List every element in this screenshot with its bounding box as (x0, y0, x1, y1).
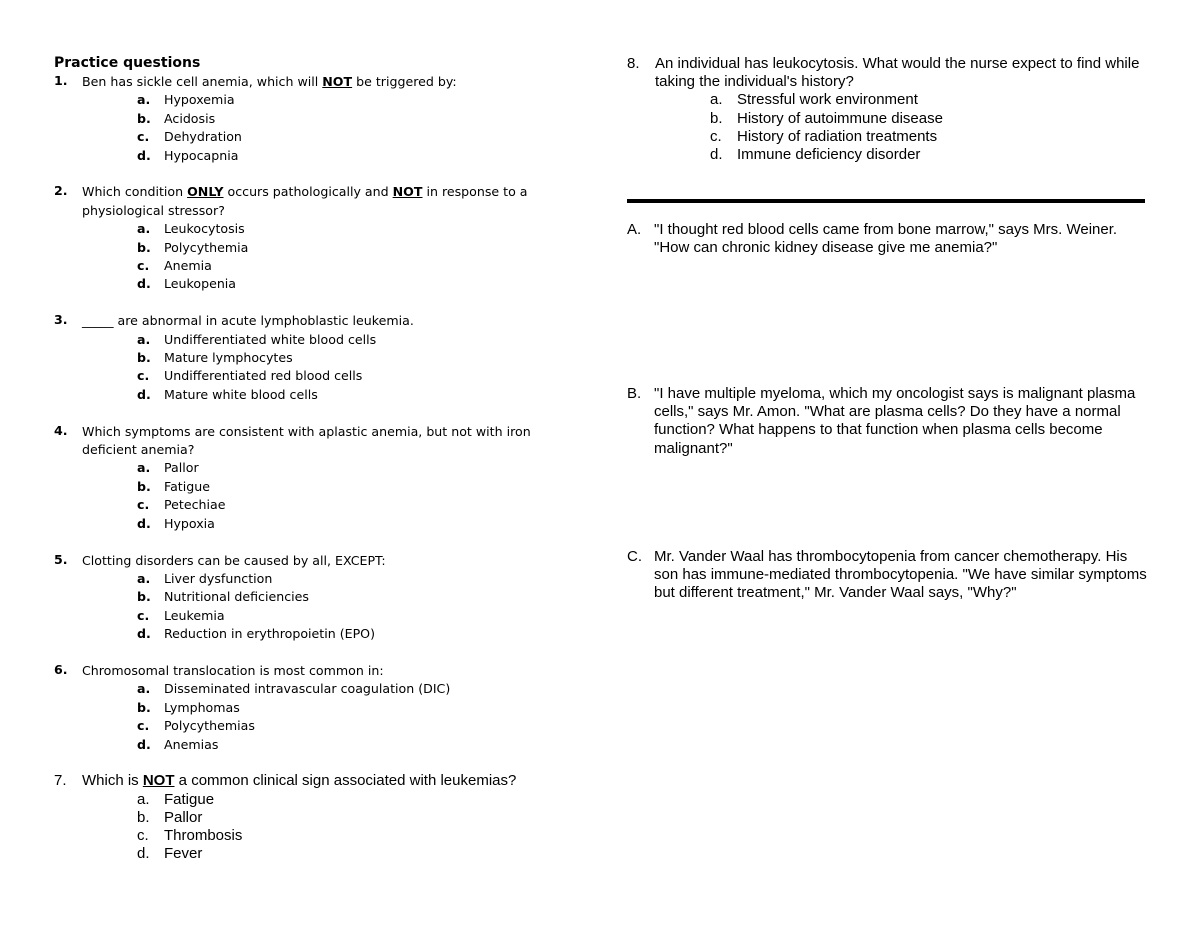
option-letter: d. (137, 845, 150, 863)
option-text: Lymphomas (164, 699, 240, 715)
option-text: Liver dysfunction (164, 570, 273, 586)
option (655, 110, 1147, 128)
option-letter: b. (137, 239, 151, 255)
case-label: A. (627, 221, 642, 238)
option-letter: c. (137, 826, 149, 844)
emphasis: ONLY (187, 184, 224, 200)
option-text: Anemia (164, 258, 212, 274)
question-number: 7. (54, 772, 67, 790)
option (82, 349, 574, 367)
option-letter: b. (137, 110, 151, 126)
question-text: Which symptoms are consistent with aplastic anemia, but not with iron deficient anemia? (82, 423, 531, 458)
options-list (82, 680, 574, 754)
option-text: Thrombosis (164, 826, 243, 844)
option-letter: d. (137, 515, 151, 531)
options-list (655, 91, 1147, 164)
options-list (82, 91, 574, 165)
option (82, 570, 574, 588)
question-text-part: in response to a physiological stressor? (82, 184, 528, 218)
option (82, 827, 574, 845)
right-column (627, 55, 1147, 164)
page-title: Practice questions (54, 55, 201, 71)
option-letter: d. (137, 276, 151, 292)
question-text (82, 183, 574, 220)
case-text: Mr. Vander Waal has thrombocytopenia from cancer chemotherapy. His son has immune-mediated thrombocytopenia. "We have similar symptoms but different treatment," Mr. Vander Waal says, "Why?" (654, 548, 1147, 602)
question-text-part: Which is (82, 772, 143, 790)
options-list (82, 220, 574, 294)
option-letter: a. (137, 681, 151, 697)
option (82, 331, 574, 349)
option-text: Hypoxia (164, 515, 215, 531)
option-text: Leukocytosis (164, 221, 245, 237)
option (82, 257, 574, 275)
option (82, 845, 574, 863)
question-2 (54, 183, 574, 293)
option (82, 699, 574, 717)
option (82, 607, 574, 625)
option-letter: c. (137, 368, 150, 384)
option-letter: c. (137, 497, 150, 513)
case-label: B. (627, 385, 642, 402)
option-text: Fever (164, 845, 203, 863)
question-text (82, 73, 574, 91)
option-letter: b. (137, 699, 151, 715)
option-text: Disseminated intravascular coagulation (DIC) (164, 681, 451, 697)
question-text: Chromosomal translocation is most common in: (82, 662, 384, 678)
option (82, 110, 574, 128)
question-number: 8. (627, 55, 640, 72)
option-text: Anemias (164, 736, 219, 752)
option (82, 386, 574, 404)
option-text: Hypocapnia (164, 147, 239, 163)
case-study-b (627, 385, 1147, 458)
option-text: Polycythemias (164, 718, 255, 734)
option-letter: a. (137, 460, 151, 476)
emphasis: NOT (142, 772, 175, 790)
option-text: Mature white blood cells (164, 386, 318, 402)
option (82, 496, 574, 514)
options-list (82, 459, 574, 533)
question-8 (627, 55, 1147, 164)
option-text: Undifferentiated white blood cells (164, 331, 377, 347)
option (82, 478, 574, 496)
option-text: Hypoxemia (164, 92, 235, 108)
option-text: Dehydration (164, 129, 242, 145)
question-text-part: Which condition (82, 184, 188, 200)
option-text: Leukemia (164, 607, 225, 623)
option-letter: a. (137, 331, 151, 347)
option-letter: d. (137, 147, 151, 163)
option-letter: b. (710, 109, 723, 127)
option-letter: d. (137, 736, 151, 752)
option (82, 91, 574, 109)
option-text: Leukopenia (164, 276, 237, 292)
option-text: Reduction in erythropoietin (EPO) (164, 626, 376, 642)
option-letter: d. (710, 146, 723, 164)
option-text: Polycythemia (164, 239, 249, 255)
left-column (54, 54, 574, 882)
option-letter: c. (710, 127, 722, 145)
emphasis: NOT (322, 74, 353, 89)
question-text: _____ are abnormal in acute lymphoblastic leukemia. (82, 313, 414, 329)
question-text: An individual has leukocytosis. What would the nurse expect to find while taking the individual's history? (655, 55, 1140, 91)
question-text-part: occurs pathologically and (223, 184, 393, 200)
option-text: Immune deficiency disorder (737, 146, 921, 164)
option (82, 367, 574, 385)
option-text: History of radiation treatments (737, 127, 938, 145)
option-letter: b. (137, 478, 151, 494)
option-text: Fatigue (164, 478, 210, 494)
question-7 (54, 772, 574, 863)
options-list (82, 791, 574, 864)
question-5 (54, 552, 574, 644)
option-letter: d. (137, 626, 151, 642)
option-text: Acidosis (164, 110, 216, 126)
option-text: Stressful work environment (737, 91, 918, 109)
case-study-c (627, 548, 1147, 603)
option (82, 147, 574, 165)
option (655, 128, 1147, 146)
option (82, 717, 574, 735)
question-number: 4. (54, 422, 68, 438)
option (82, 809, 574, 827)
option-text: Pallor (164, 460, 199, 476)
option-letter: c. (137, 607, 150, 623)
option (82, 736, 574, 754)
option-letter: b. (137, 350, 151, 366)
option (82, 275, 574, 293)
option-letter: c. (137, 129, 150, 145)
question-number: 3. (54, 312, 68, 328)
question-text: Clotting disorders can be caused by all, EXCEPT: (82, 552, 386, 568)
option-text: Mature lymphocytes (164, 350, 293, 366)
option-letter: c. (137, 258, 150, 274)
question-number: 5. (54, 551, 68, 567)
question-text-part: a common clinical sign associated with leukemias? (174, 772, 517, 790)
option-letter: b. (137, 808, 150, 826)
option (655, 146, 1147, 164)
question-6 (54, 662, 574, 754)
option (82, 239, 574, 257)
option-letter: d. (137, 386, 151, 402)
question-4 (54, 423, 574, 533)
option-text: Pallor (164, 808, 203, 826)
option (82, 588, 574, 606)
option (82, 515, 574, 533)
case-text: "I have multiple myeloma, which my oncologist says is malignant plasma cells," says Mr. Amon. "What are plasma cells? Do they have a normal function? What happens to that function when plasma cells become malignant?" (654, 385, 1136, 457)
option (82, 791, 574, 809)
option (82, 680, 574, 698)
question-number: 2. (54, 183, 68, 199)
question-text-part: be triggered by: (352, 74, 457, 89)
section-divider (627, 199, 1145, 203)
option (655, 91, 1147, 109)
option-letter: b. (137, 589, 151, 605)
option-letter: a. (137, 790, 150, 808)
option-text: Nutritional deficiencies (164, 589, 309, 605)
option-letter: a. (137, 92, 151, 108)
option-letter: a. (710, 91, 723, 109)
case-text: "I thought red blood cells came from bone marrow," says Mrs. Weiner. "How can chronic kidney disease give me anemia?" (654, 221, 1118, 257)
option (82, 128, 574, 146)
option (82, 220, 574, 238)
option-text: Undifferentiated red blood cells (164, 368, 363, 384)
option-text: History of autoimmune disease (737, 109, 943, 127)
option-text: Fatigue (164, 790, 215, 808)
option-letter: a. (137, 570, 151, 586)
question-text-part: Ben has sickle cell anemia, which will (82, 74, 323, 89)
question-number: 6. (54, 661, 68, 677)
option (82, 625, 574, 643)
question-text (82, 772, 574, 790)
case-study-a (627, 221, 1147, 257)
question-1 (54, 73, 574, 165)
option-letter: c. (137, 718, 150, 734)
question-3 (54, 312, 574, 404)
case-label: C. (627, 548, 642, 565)
question-number: 1. (54, 73, 68, 88)
option-text: Petechiae (164, 497, 226, 513)
options-list (82, 331, 574, 405)
options-list (82, 570, 574, 644)
option (82, 459, 574, 477)
option-letter: a. (137, 221, 151, 237)
emphasis: NOT (392, 184, 423, 200)
